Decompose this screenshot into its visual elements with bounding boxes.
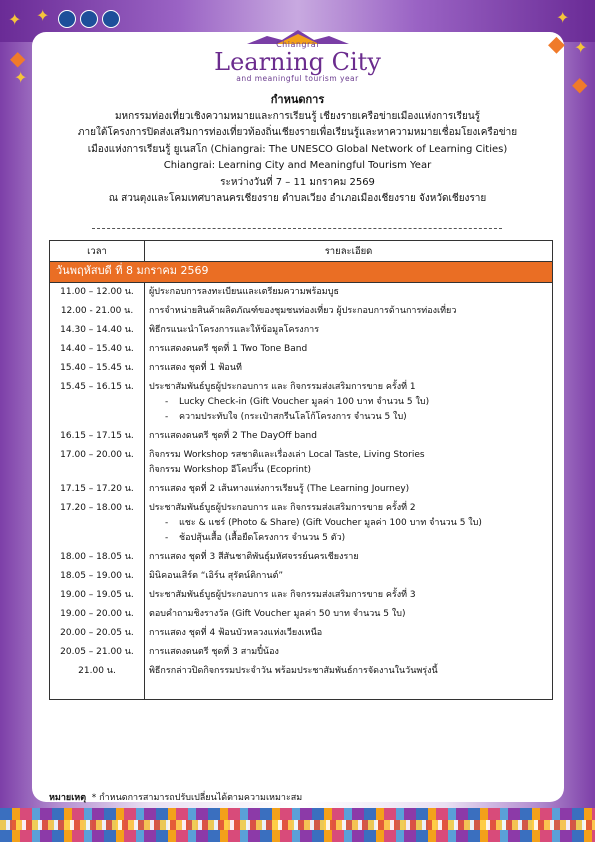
table-row: [50, 662, 553, 681]
time-cell: 18.00 – 18.05 น.: [50, 548, 145, 567]
column-header-time: เวลา: [50, 241, 145, 262]
detail-text: การแสดง ชุดที่ 2 เส้นทางแห่งการเรียนรู้ (The Learning Journey): [149, 484, 410, 494]
table-row: [50, 302, 553, 321]
table-row: [50, 480, 553, 499]
logo-icon: [80, 10, 98, 28]
time-cell: 17.00 – 20.00 น.: [50, 446, 145, 480]
detail-extra-text: กิจกรรม Workshop อีโคปริ้น (Ecoprint): [149, 465, 312, 475]
detail-cell: [145, 340, 553, 359]
divider: [92, 228, 502, 229]
heading-line: Chiangrai: Learning City and Meaningful Tourism Year: [163, 160, 432, 171]
detail-text: กิจกรรม Workshop รสชาติและเรื่องเล่า Local Taste, Living Stories: [149, 450, 425, 460]
detail-sub-item: - แชะ & แชร์ (Photo & Share) (Gift Voucher มูลค่า 100 บาท จำนวน 5 ใบ): [161, 516, 548, 531]
table-row: [50, 283, 553, 303]
table-row: [50, 340, 553, 359]
day-heading: วันพฤหัสบดี ที่ 8 มกราคม 2569: [50, 262, 553, 283]
detail-cell: [145, 499, 553, 548]
detail-cell: [145, 662, 553, 681]
logo-icon: [58, 10, 76, 28]
footnote-text: * กำหนดการสามารถปรับเปลี่ยนได้ตามความเหมาะสม: [91, 793, 303, 803]
table-row: [50, 321, 553, 340]
time-cell: 14.40 – 15.40 น.: [50, 340, 145, 359]
detail-cell: [145, 321, 553, 340]
detail-text: ตอบคำถามชิงรางวัล (Gift Voucher มูลค่า 50 บาท จำนวน 5 ใบ): [149, 609, 406, 619]
brand-logo: [0, 40, 595, 83]
bottom-pattern-band: [0, 808, 595, 842]
table-row: [50, 378, 553, 427]
detail-text: ประชาสัมพันธ์บูธผู้ประกอบการ และ กิจกรรมส่งเสริมการขาย ครั้งที่ 3: [149, 590, 416, 600]
schedule-table: [49, 240, 553, 700]
detail-text: การแสดงดนตรี ชุดที่ 2 The DayOff band: [149, 431, 317, 441]
empty-cell: [145, 681, 553, 700]
star-icon: ✦: [574, 38, 588, 57]
diamond-icon: ◆: [572, 72, 588, 96]
detail-cell: [145, 567, 553, 586]
detail-cell: [145, 643, 553, 662]
detail-cell: [145, 548, 553, 567]
detail-cell: [145, 586, 553, 605]
footnote-label: หมายเหตุ: [49, 793, 87, 803]
detail-text: การแสดงดนตรี ชุดที่ 1 Two Tone Band: [149, 344, 308, 354]
time-cell: 12.00 - 21.00 น.: [50, 302, 145, 321]
heading-line: เมืองแห่งการเรียนรู้ ยูเนสโก (Chiangrai: The UNESCO Global Network of Learning Cities): [87, 143, 508, 155]
table-row: [50, 446, 553, 480]
time-cell: 14.30 – 14.40 น.: [50, 321, 145, 340]
brand-subtitle: and meaningful tourism year: [236, 74, 359, 83]
detail-cell: [145, 605, 553, 624]
detail-cell: [145, 480, 553, 499]
table-row: [50, 643, 553, 662]
document-heading: [60, 92, 535, 208]
time-cell: 21.00 น.: [50, 662, 145, 681]
table-row: [50, 586, 553, 605]
table-row: [50, 548, 553, 567]
column-header-detail: รายละเอียด: [145, 241, 553, 262]
time-cell: 18.05 – 19.00 น.: [50, 567, 145, 586]
detail-cell: [145, 378, 553, 427]
table-row: [50, 499, 553, 548]
detail-text: ประชาสัมพันธ์บูธผู้ประกอบการ และ กิจกรรมส่งเสริมการขาย ครั้งที่ 2: [149, 503, 416, 513]
detail-cell: [145, 427, 553, 446]
empty-cell: [50, 681, 145, 700]
detail-cell: [145, 302, 553, 321]
detail-text: มินิคอนเสิร์ต “เอิร์น สุรัตน์ติกานต์”: [149, 571, 284, 581]
detail-sub-item: - ความประทับใจ (กระเป๋าสกรีนโลโก้โครงการ จำนวน 5 ใบ): [161, 410, 548, 425]
detail-text: การแสดง ชุดที่ 4 ฟ้อนบัวหลวงแห่งเวียงเหนือ: [149, 628, 323, 638]
time-cell: 11.00 – 12.00 น.: [50, 283, 145, 303]
detail-text: การแสดง ชุดที่ 3 สีสันชาติพันธุ์มหัศจรรย์นครเชียงราย: [149, 552, 359, 562]
logo-icon: [102, 10, 120, 28]
document-title: กำหนดการ: [270, 93, 325, 106]
detail-cell: [145, 359, 553, 378]
detail-cell: [145, 283, 553, 303]
detail-sub-item: - ช้อปสุ้นเสื้อ (เสื้อยืดโครงการ จำนวน 5 ตัว): [161, 531, 548, 546]
diamond-icon: ◆: [548, 32, 565, 57]
detail-text: ประชาสัมพันธ์บูธผู้ประกอบการ และ กิจกรรมส่งเสริมการขาย ครั้งที่ 1: [149, 382, 416, 392]
time-cell: 20.05 – 21.00 น.: [50, 643, 145, 662]
detail-text: พิธีกรกล่าวปิดกิจกรรมประจำวัน พร้อมประชาสัมพันธ์การจัดงานในวันพรุ่งนี้: [149, 666, 438, 676]
time-cell: 20.00 – 20.05 น.: [50, 624, 145, 643]
brand-title: Learning City: [214, 48, 381, 76]
detail-text: การแสดงดนตรี ชุดที่ 3 สามปี๋น้อง: [149, 647, 279, 657]
table-end-row: [50, 681, 553, 700]
time-cell: 15.45 – 16.15 น.: [50, 378, 145, 427]
time-cell: 17.15 – 17.20 น.: [50, 480, 145, 499]
table-row: [50, 567, 553, 586]
table-row: [50, 427, 553, 446]
time-cell: 19.00 – 20.00 น.: [50, 605, 145, 624]
table-row: [50, 359, 553, 378]
table-row: [50, 605, 553, 624]
heading-line: ระหว่างวันที่ 7 – 11 มกราคม 2569: [220, 176, 375, 188]
heading-line: ณ สวนตุงและโคมเทศบาลนครเชียงราย ตำบลเวียง อำเภอเมืองเชียงราย จังหวัดเชียงราย: [108, 193, 487, 204]
partner-logos: [58, 10, 120, 28]
star-icon: ✦: [14, 68, 28, 87]
detail-text: การแสดง ชุดที่ 1 ฟ้อนที: [149, 363, 242, 373]
brand-small-text: Chiangrai: [276, 40, 319, 49]
time-cell: 17.20 – 18.00 น.: [50, 499, 145, 548]
time-cell: 15.40 – 15.45 น.: [50, 359, 145, 378]
detail-sub-item: - Lucky Check-in (Gift Voucher มูลค่า 100 บาท จำนวน 5 ใบ): [161, 395, 548, 410]
time-cell: 19.00 – 19.05 น.: [50, 586, 145, 605]
time-cell: 16.15 – 17.15 น.: [50, 427, 145, 446]
star-icon: ✦: [8, 10, 22, 29]
footnote: [49, 790, 302, 804]
detail-text: พิธีกรแนะนำโครงการและให้ข้อมูลโครงการ: [149, 325, 320, 335]
star-icon: ✦: [36, 6, 50, 25]
detail-text: ผู้ประกอบการลงทะเบียนและเตรียมความพร้อมบูธ: [149, 287, 339, 297]
heading-line: ภายใต้โครงการปิดส่งเสริมการท่องเที่ยวท้องถิ่นเชียงรายเพื่อเรียนรู้และหาความหมายเชื่อมโยงเครือข่าย: [77, 127, 518, 138]
detail-cell: [145, 624, 553, 643]
table-row: [50, 624, 553, 643]
detail-text: การจำหน่ายสินค้าผลิตภัณฑ์ของชุมชนท่องเที่ยว ผู้ประกอบการด้านการท่องเที่ยว: [149, 306, 457, 316]
diamond-icon: ◆: [10, 46, 26, 70]
heading-line: มหกรรมท่องเที่ยวเชิงความหมายและการเรียนรู้ เชียงรายเครือข่ายเมืองแห่งการเรียนรู้: [114, 110, 481, 122]
detail-cell: [145, 446, 553, 480]
star-icon: ✦: [556, 8, 570, 27]
